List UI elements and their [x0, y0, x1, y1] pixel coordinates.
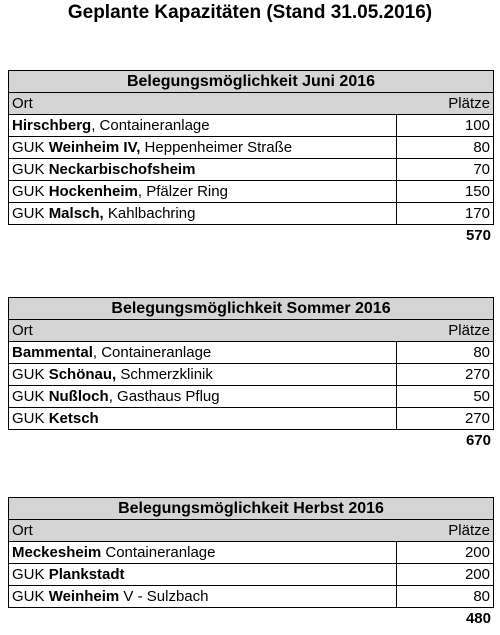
location-name: Weinheim [48, 587, 120, 605]
location-prefix: GUK [12, 365, 49, 383]
location-prefix: GUK [12, 587, 49, 605]
table-row [9, 181, 494, 203]
capacity-section [8, 70, 494, 244]
location-prefix: GUK [12, 204, 49, 222]
location-detail: , Pfälzer Ring [137, 182, 228, 200]
table-row [9, 408, 494, 430]
table-row [9, 115, 494, 137]
table-row [9, 159, 494, 181]
location-prefix: GUK [12, 387, 49, 405]
section-heading: Belegungsmöglichkeit Juni 2016 [9, 71, 494, 93]
location-name: Hockenheim [48, 182, 138, 200]
section-total: 480 [465, 610, 491, 627]
location-prefix: GUK [12, 160, 49, 178]
section-heading: Belegungsmöglichkeit Herbst 2016 [9, 498, 494, 520]
location-name: Bammental [12, 343, 93, 361]
capacity-value: 200 [397, 542, 494, 564]
location-name: Hirschberg [12, 116, 92, 134]
location-detail: Containeranlage [101, 543, 216, 561]
capacity-value: 170 [397, 203, 494, 225]
location-name: Neckarbischofsheim [48, 160, 196, 178]
location-cell [9, 342, 397, 364]
table-row [9, 203, 494, 225]
capacity-value: 270 [397, 408, 494, 430]
table-row [9, 364, 494, 386]
location-name: Meckesheim [12, 543, 102, 561]
location-name: Nußloch [48, 387, 109, 405]
location-cell [9, 564, 397, 586]
table-row [9, 342, 494, 364]
location-prefix: GUK [12, 138, 49, 156]
table-row [9, 386, 494, 408]
location-prefix: GUK [12, 409, 49, 427]
location-prefix: GUK [12, 565, 49, 583]
capacity-section [8, 297, 494, 449]
section-heading: Belegungsmöglichkeit Sommer 2016 [9, 298, 494, 320]
location-cell [9, 137, 397, 159]
location-cell [9, 408, 397, 430]
table-row [9, 586, 494, 608]
location-detail: Heppenheimer Straße [140, 138, 293, 156]
location-name: Ketsch [48, 409, 99, 427]
table-row [9, 564, 494, 586]
location-detail: Kahlbachring [103, 204, 196, 222]
column-header-ort: Ort [9, 93, 397, 115]
capacity-value: 80 [397, 342, 494, 364]
capacity-table [8, 70, 494, 225]
location-cell [9, 159, 397, 181]
capacity-value: 80 [397, 586, 494, 608]
section-total: 670 [465, 432, 491, 449]
column-header-ort: Ort [9, 320, 397, 342]
capacity-section [8, 497, 494, 627]
location-name: Malsch, [48, 204, 104, 222]
capacity-table [8, 297, 494, 430]
capacity-value: 270 [397, 364, 494, 386]
section-total: 570 [465, 227, 491, 244]
location-name: Schönau, [48, 365, 117, 383]
location-detail: , Gasthaus Pflug [108, 387, 220, 405]
location-detail: , Containeranlage [91, 116, 210, 134]
location-cell [9, 542, 397, 564]
location-cell [9, 181, 397, 203]
location-detail: , Containeranlage [92, 343, 212, 361]
location-cell [9, 586, 397, 608]
page-title: Geplante Kapazitäten (Stand 31.05.2016) [67, 2, 433, 23]
column-header-plaetze: Plätze [397, 520, 494, 542]
location-detail: V - Sulzbach [119, 587, 209, 605]
capacity-value: 100 [397, 115, 494, 137]
location-cell [9, 203, 397, 225]
capacity-table [8, 497, 494, 608]
column-header-plaetze: Plätze [397, 320, 494, 342]
location-cell [9, 386, 397, 408]
location-detail: Schmerzklinik [116, 365, 213, 383]
column-header-plaetze: Plätze [397, 93, 494, 115]
column-header-ort: Ort [9, 520, 397, 542]
capacity-value: 200 [397, 564, 494, 586]
location-prefix: GUK [12, 182, 49, 200]
capacity-value: 80 [397, 137, 494, 159]
capacity-value: 70 [397, 159, 494, 181]
capacity-value: 50 [397, 386, 494, 408]
table-row [9, 137, 494, 159]
location-cell [9, 115, 397, 137]
location-cell [9, 364, 397, 386]
capacity-value: 150 [397, 181, 494, 203]
location-name: Plankstadt [48, 565, 125, 583]
location-name: Weinheim IV, [48, 138, 141, 156]
table-row [9, 542, 494, 564]
